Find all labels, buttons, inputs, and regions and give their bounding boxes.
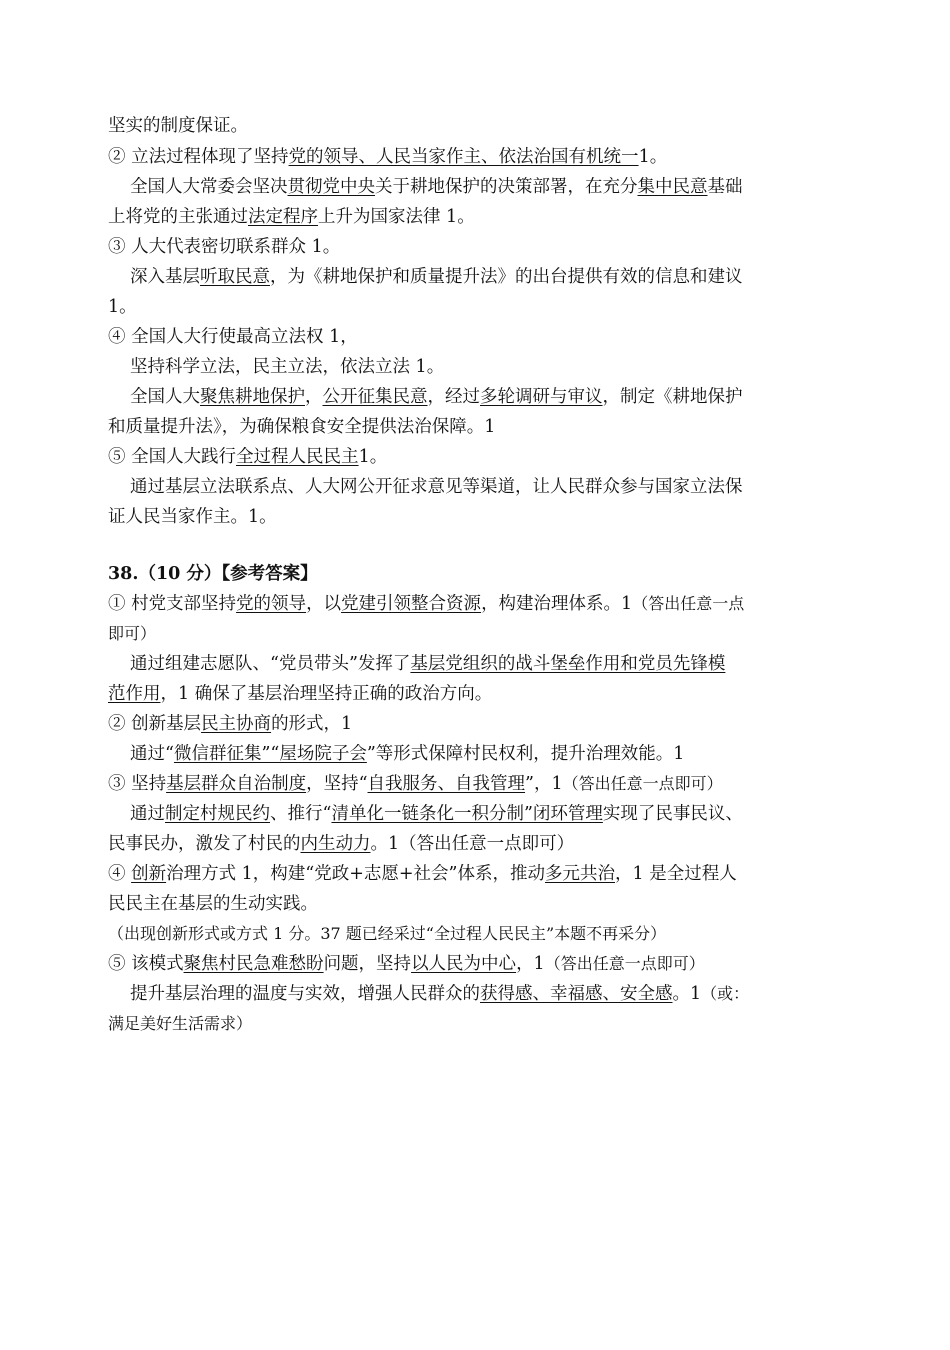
text-segment: ② 创新基层 xyxy=(108,714,202,734)
text-line xyxy=(108,709,352,739)
note-text: （或： xyxy=(701,984,750,1003)
text-segment: 通过组建志愿队、“党员带头”发挥了 xyxy=(130,654,411,674)
text-segment: 民事民办，激发了村民的 xyxy=(108,834,301,854)
text-segment: 关于耕地保护的决策部署，在充分 xyxy=(375,177,638,197)
text-segment: 。1（答出任意一点即可） xyxy=(370,834,575,854)
underlined-keyword: 听取民意 xyxy=(200,267,270,287)
underlined-keyword: 法定程序 xyxy=(248,207,318,227)
text-line xyxy=(108,502,277,532)
text-line xyxy=(108,202,475,232)
text-line xyxy=(108,1009,252,1039)
text-line xyxy=(108,442,387,472)
text-segment: ③ 坚持 xyxy=(108,774,167,794)
note-text: （答出任意一点即可） xyxy=(562,774,723,793)
text-segment: ，坚持“ xyxy=(306,774,368,794)
text-segment: ，制定《耕地保护 xyxy=(602,387,743,407)
text-segment: ⑤ 全国人大践行 xyxy=(108,447,237,467)
text-segment: ，1 是全过程人 xyxy=(615,864,737,884)
text-segment: 全国人大 xyxy=(130,387,200,407)
note-text: （答出任意一点 xyxy=(632,594,745,613)
text-segment: 基础 xyxy=(707,177,743,197)
text-segment: ”等形式保障村民权利，提升治理效能。1 xyxy=(366,744,685,764)
underlined-keyword: 全过程人民民主 xyxy=(236,447,359,467)
grading-note xyxy=(108,919,666,949)
text-segment: 通过 xyxy=(130,804,165,824)
text-line xyxy=(130,979,749,1009)
text-line xyxy=(108,619,156,649)
text-segment: 的形式，1 xyxy=(271,714,353,734)
text-line xyxy=(108,949,705,979)
text-segment: ，1 xyxy=(516,954,545,974)
text-segment: 实现了民事民议、 xyxy=(602,804,743,824)
underlined-keyword: 创新 xyxy=(131,864,167,884)
note-text: 满足美好生活需求） xyxy=(108,1014,253,1033)
underlined-keyword: 微信群征集”“屋场院子会 xyxy=(173,744,367,764)
text-segment: 证人民当家作主。1。 xyxy=(108,507,277,527)
underlined-keyword: 范作用 xyxy=(108,684,161,704)
text-segment: 深入基层 xyxy=(130,267,200,287)
underlined-keyword: 内生动力 xyxy=(300,834,371,854)
underlined-keyword: 党的领导 xyxy=(236,594,307,614)
text-segment: ，以 xyxy=(306,594,342,614)
text-line xyxy=(108,679,492,709)
underlined-keyword: 党建引领整合资源 xyxy=(341,594,482,614)
text-segment: ”，1 xyxy=(525,774,563,794)
text-line xyxy=(130,262,743,292)
underlined-keyword: 基层党组织的战斗堡垒作用和党员先锋模 xyxy=(410,654,726,674)
text-segment: ④ 全国人大行使最高立法权 1， xyxy=(108,327,358,347)
text-line xyxy=(130,799,743,829)
underlined-keyword: 多元共治 xyxy=(545,864,615,884)
note-text: （出现创新形式或方式 1 分。37 题已经采过“全过程人民民主”本题不再采分） xyxy=(108,924,667,943)
text-line xyxy=(108,292,137,322)
text-segment: 问题，坚持 xyxy=(323,954,412,974)
text-segment: ⑤ 该模式 xyxy=(108,954,184,974)
text-line xyxy=(108,232,340,262)
text-line xyxy=(130,172,743,202)
text-segment: 。1 xyxy=(672,984,702,1004)
underlined-keyword: 多轮调研与审议 xyxy=(480,387,603,407)
underlined-keyword: 聚焦耕地保护 xyxy=(200,387,305,407)
underlined-keyword: 获得感、幸福感、安全感 xyxy=(480,984,673,1004)
underlined-keyword: 聚焦村民急难愁盼 xyxy=(183,954,324,974)
text-line xyxy=(108,142,667,172)
text-segment: 1。 xyxy=(108,297,137,317)
underlined-keyword: 以人民为中心 xyxy=(411,954,517,974)
text-line xyxy=(108,829,574,859)
text-line xyxy=(130,352,444,382)
text-line xyxy=(108,111,248,141)
underlined-keyword: 基层群众自治制度 xyxy=(166,774,307,794)
text-segment: ，经过 xyxy=(427,387,480,407)
underlined-keyword: 公开征集民意 xyxy=(322,387,428,407)
underlined-keyword: 清单化一链条化一积分制”闭环管理 xyxy=(331,804,603,824)
text-line xyxy=(108,859,737,889)
text-segment: 和质量提升法》，为确保粮食安全提供法治保障。1 xyxy=(108,417,496,437)
text-line xyxy=(108,889,318,919)
underlined-keyword: 党的领导、人民当家作主、依法治国有机统一 xyxy=(288,147,639,167)
underlined-keyword: 自我服务、自我管理 xyxy=(367,774,526,794)
text-segment: 、推行“ xyxy=(270,804,332,824)
text-segment: 1。 xyxy=(638,147,668,167)
text-segment: 全国人大常委会坚决 xyxy=(130,177,288,197)
text-segment: ④ xyxy=(108,864,132,884)
text-segment: ，构建治理体系。1 xyxy=(481,594,633,614)
underlined-keyword: 贯彻党中央 xyxy=(287,177,375,197)
text-segment: ② 立法过程体现了坚持 xyxy=(108,147,289,167)
text-segment: 38.（10 分）【参考答案】 xyxy=(108,564,318,584)
text-segment: 通过基层立法联系点、人大网公开征求意见等渠道，让人民群众参与国家立法保 xyxy=(130,477,743,497)
text-segment: ，1 确保了基层治理坚持正确的政治方向。 xyxy=(160,684,493,704)
text-segment: 坚实的制度保证。 xyxy=(108,116,248,136)
text-line xyxy=(108,322,358,352)
note-text: （答出任意一点即可） xyxy=(544,954,705,973)
text-segment: 上将党的主张通过 xyxy=(108,207,248,227)
text-segment: 坚持科学立法，民主立法，依法立法 1。 xyxy=(130,357,445,377)
text-line xyxy=(108,589,744,619)
text-segment: ， xyxy=(305,387,323,407)
question-heading xyxy=(108,559,318,589)
underlined-keyword: 制定村规民约 xyxy=(165,804,270,824)
note-text: 即可） xyxy=(108,624,157,643)
text-segment: 通过“ xyxy=(130,744,174,764)
text-line xyxy=(108,412,495,442)
text-segment: 1。 xyxy=(358,447,388,467)
text-segment: 上升为国家法律 1。 xyxy=(318,207,475,227)
text-segment: 提升基层治理的温度与实效，增强人民群众的 xyxy=(130,984,480,1004)
text-line xyxy=(130,472,743,502)
text-line xyxy=(108,769,723,799)
text-segment: 民民主在基层的生动实践。 xyxy=(108,894,318,914)
text-segment: ，为《耕地保护和质量提升法》的出台提供有效的信息和建议 xyxy=(270,267,743,287)
text-segment: ① 村党支部坚持 xyxy=(108,594,237,614)
underlined-keyword: 民主协商 xyxy=(201,714,272,734)
text-segment: 治理方式 1，构建“党政+志愿+社会”体系，推动 xyxy=(166,864,545,884)
underlined-keyword: 集中民意 xyxy=(637,177,708,197)
text-line xyxy=(130,739,684,769)
text-line xyxy=(130,649,725,679)
text-segment: ③ 人大代表密切联系群众 1。 xyxy=(108,237,341,257)
text-line xyxy=(130,382,743,412)
